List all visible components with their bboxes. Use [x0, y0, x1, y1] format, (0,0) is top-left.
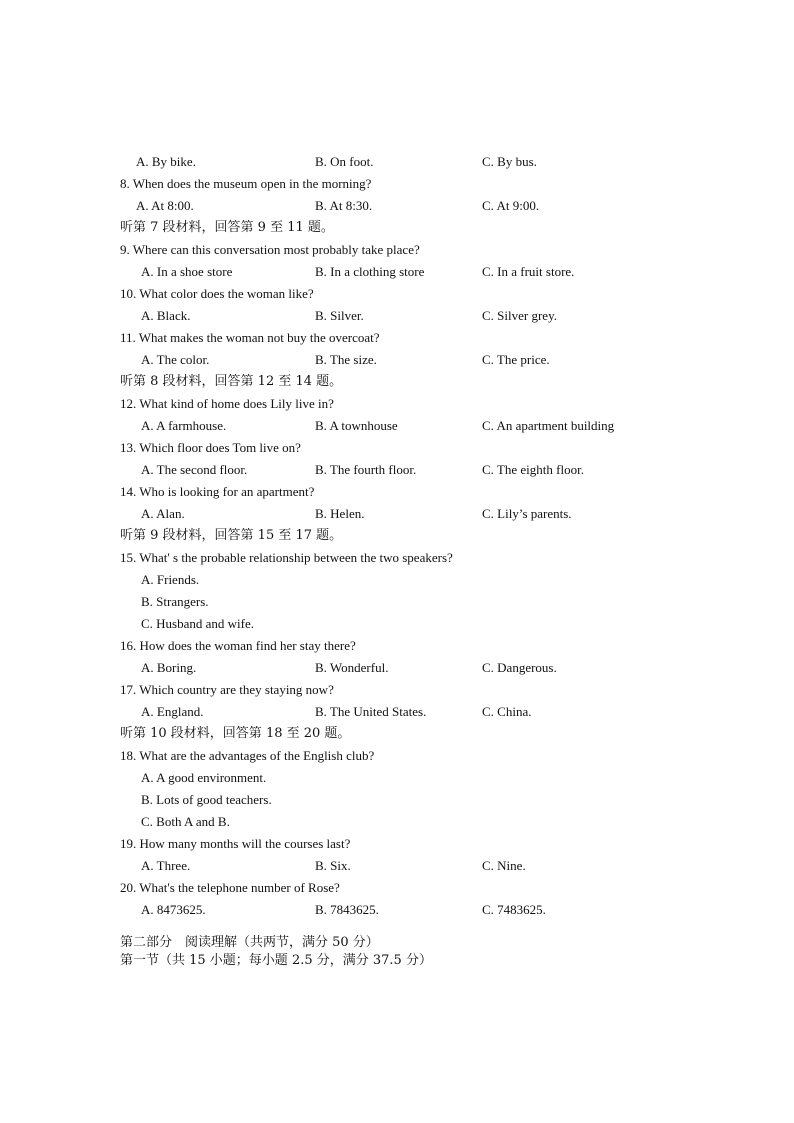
question-text: 18. What are the advantages of the English club?	[120, 748, 375, 763]
option-b: B. The size.	[315, 352, 377, 367]
option: C. Both A and B.	[141, 814, 230, 829]
option-a: A. The color.	[141, 352, 210, 367]
section-instruction-text: 听第 8 段材料，回答第 12 至 14 题。	[120, 374, 343, 389]
question-text: 19. How many months will the courses last?	[120, 836, 351, 851]
option-b: B. The United States.	[315, 704, 427, 719]
section-instruction-text: 听第 9 段材料，回答第 15 至 17 题。	[120, 528, 343, 543]
question-row	[0, 834, 794, 854]
question-text: 13. Which floor does Tom live on?	[120, 440, 301, 455]
question-text: 9. Where can this conversation most probably take place?	[120, 242, 420, 257]
option-row	[0, 614, 794, 634]
options-row	[0, 856, 794, 876]
option-row	[0, 790, 794, 810]
option-c: C. Silver grey.	[482, 308, 557, 323]
question-row	[0, 328, 794, 348]
section-subtitle: 第一节（共 15 小题；每小题 2.5 分，满分 37.5 分）	[120, 953, 432, 968]
section-instruction	[0, 526, 794, 546]
question-text: 15. What' s the probable relationship between the two speakers?	[120, 550, 453, 565]
section-instruction	[0, 372, 794, 392]
question-row	[0, 636, 794, 656]
question-text: 12. What kind of home does Lily live in?	[120, 396, 334, 411]
question-row	[0, 394, 794, 414]
option-b: B. A townhouse	[315, 418, 398, 433]
option-c: C. Nine.	[482, 858, 526, 873]
option-c: C. Lily’s parents.	[482, 506, 572, 521]
option-b: B. Helen.	[315, 506, 365, 521]
option-a: A. The second floor.	[141, 462, 248, 477]
option-c: C. An apartment building	[482, 418, 615, 433]
question-row	[0, 284, 794, 304]
option-a: A. A farmhouse.	[141, 418, 227, 433]
question-row	[0, 680, 794, 700]
option: C. Husband and wife.	[141, 616, 255, 631]
question-text: 17. Which country are they staying now?	[120, 682, 334, 697]
question-text: 14. Who is looking for an apartment?	[120, 484, 315, 499]
question-row	[0, 878, 794, 898]
question-row	[0, 174, 794, 194]
option-c: C. Dangerous.	[482, 660, 557, 675]
option-b: B. On foot.	[315, 154, 374, 169]
option-b: B. Six.	[315, 858, 351, 873]
option-row	[0, 768, 794, 788]
question-text: 16. How does the woman find her stay there?	[120, 638, 356, 653]
option-c: C. The eighth floor.	[482, 462, 584, 477]
option-a: A. Three.	[141, 858, 191, 873]
part-title: 第二部分 阅读理解（共两节，满分 50 分）	[120, 935, 379, 950]
option: B. Lots of good teachers.	[141, 792, 272, 807]
section-instruction	[0, 218, 794, 238]
option-c: C. At 9:00.	[482, 198, 540, 213]
option-a: A. England.	[141, 704, 204, 719]
option-b: B. Silver.	[315, 308, 364, 323]
options-row	[0, 306, 794, 326]
section-instruction-text: 听第 7 段材料，回答第 9 至 11 题。	[120, 220, 334, 235]
options-row	[0, 460, 794, 480]
question-row	[0, 240, 794, 260]
section-instruction	[0, 724, 794, 744]
options-row	[0, 900, 794, 920]
option: A. Friends.	[141, 572, 200, 587]
option-a: A. At 8:00.	[136, 198, 194, 213]
question-row	[0, 482, 794, 502]
question-row	[0, 548, 794, 568]
option: A. A good environment.	[141, 770, 267, 785]
option-a: A. 8473625.	[141, 902, 206, 917]
options-row	[0, 416, 794, 436]
options-row	[0, 504, 794, 524]
section-heading	[0, 951, 794, 971]
option-a: A. In a shoe store	[141, 264, 233, 279]
options-row	[0, 350, 794, 370]
options-row	[0, 152, 794, 172]
option-c: C. By bus.	[482, 154, 537, 169]
option-row	[0, 592, 794, 612]
question-row	[0, 746, 794, 766]
option-b: B. Wonderful.	[315, 660, 389, 675]
question-text: 10. What color does the woman like?	[120, 286, 314, 301]
options-row	[0, 702, 794, 722]
option-a: A. Boring.	[141, 660, 197, 675]
question-text: 11. What makes the woman not buy the overcoat?	[120, 330, 380, 345]
part-heading	[0, 933, 794, 953]
option-b: B. At 8:30.	[315, 198, 373, 213]
option-row	[0, 812, 794, 832]
option-row	[0, 570, 794, 590]
option-c: C. China.	[482, 704, 532, 719]
option-a: A. By bike.	[136, 154, 196, 169]
option-c: C. The price.	[482, 352, 550, 367]
options-row	[0, 196, 794, 216]
options-row	[0, 658, 794, 678]
section-instruction-text: 听第 10 段材料，回答第 18 至 20 题。	[120, 726, 351, 741]
options-row	[0, 262, 794, 282]
question-text: 8. When does the museum open in the morning?	[120, 176, 372, 191]
option-c: C. In a fruit store.	[482, 264, 575, 279]
option: B. Strangers.	[141, 594, 209, 609]
question-row	[0, 438, 794, 458]
option-b: B. 7843625.	[315, 902, 379, 917]
option-b: B. In a clothing store	[315, 264, 425, 279]
option-a: A. Alan.	[141, 506, 185, 521]
option-c: C. 7483625.	[482, 902, 546, 917]
question-text: 20. What's the telephone number of Rose?	[120, 880, 340, 895]
option-b: B. The fourth floor.	[315, 462, 417, 477]
option-a: A. Black.	[141, 308, 191, 323]
